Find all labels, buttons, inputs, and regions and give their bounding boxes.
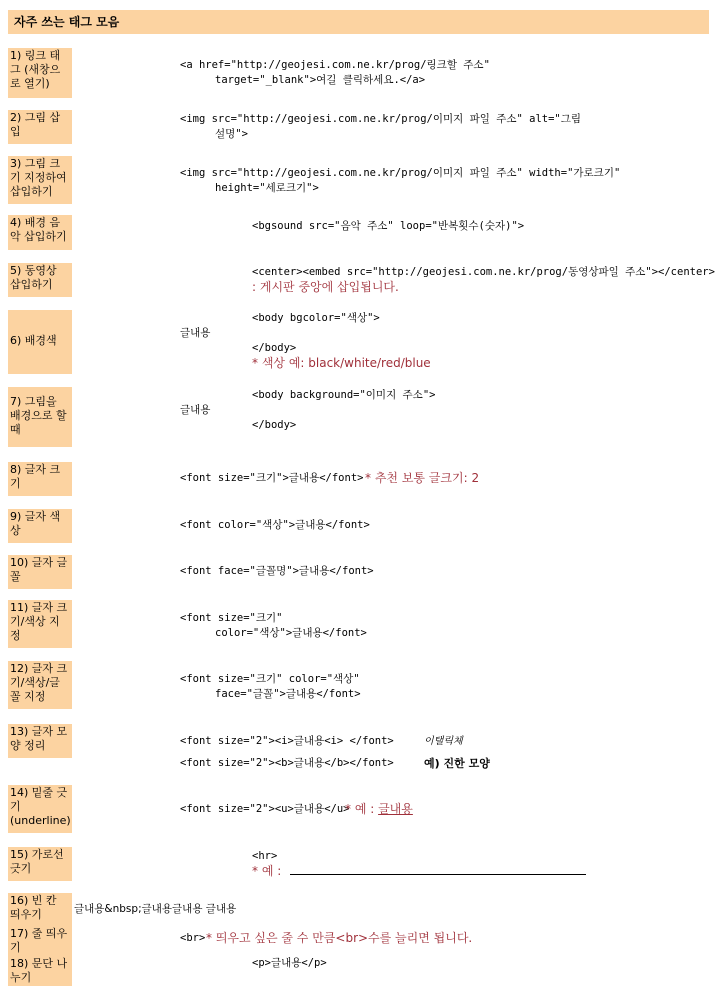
code-line: face="글꼴">글내용</font> <box>215 688 361 700</box>
note-text: * 색상 예: black/white/red/blue <box>252 356 431 370</box>
code-line: 글내용 <box>180 327 211 339</box>
note-text <box>345 802 413 817</box>
note-italic: 이탤릭체 <box>424 736 463 747</box>
row-label-image: 2) 그림 삽입 <box>8 110 72 144</box>
code-line: </body> <box>252 342 297 354</box>
horizontal-rule-example <box>290 874 586 875</box>
row-label-bgsound: 4) 배경 음악 삽입하기 <box>8 215 72 250</box>
code-line: <p>글내용</p> <box>252 957 327 969</box>
note-text: * 예 : <box>252 864 282 878</box>
code-line: <font size="크기" <box>180 612 283 624</box>
row-label-font-size-color-face: 12) 글자 크기/색상/글꼴 지정 <box>8 661 72 709</box>
page-title: 자주 쓰는 태그 모음 <box>8 10 709 34</box>
code-line: <body bgcolor="색상"> <box>252 312 380 324</box>
row-label-nbsp: 16) 빈 칸 띄우기 <box>8 893 72 927</box>
row-label-link: 1) 링크 태그 (새창으로 열기) <box>8 48 72 98</box>
row-label-font-face: 10) 글자 글꼴 <box>8 555 72 589</box>
note-text: * 띄우고 싶은 줄 수 만큼<br>수를 늘리면 됩니다. <box>206 931 473 945</box>
row-label-font-size-color: 11) 글자 크기/색상 지정 <box>8 600 72 648</box>
code-line: <font face="글꼴명">글내용</font> <box>180 565 374 577</box>
code-line: <font color="색상">글내용</font> <box>180 519 370 531</box>
code-line: <font size="2"><u>글내용</u> <box>180 803 350 815</box>
note-prefix: * 예 : <box>345 802 379 816</box>
code-line: <font size="2"><i>글내용<i> </font> <box>180 735 394 747</box>
note-text: * 추천 보통 글크기: 2 <box>365 471 480 485</box>
code-line: <hr> <box>252 850 278 862</box>
row-label-br: 17) 줄 띄우기 <box>8 926 72 956</box>
code-line: </body> <box>252 419 297 431</box>
row-label-font-style: 13) 글자 모양 정리 <box>8 724 72 758</box>
code-line: 글내용 <box>180 404 211 416</box>
row-label-font-color: 9) 글자 색상 <box>8 509 72 543</box>
row-label-bgcolor: 6) 배경색 <box>8 310 72 374</box>
row-label-font-size: 8) 글자 크기 <box>8 462 72 496</box>
code-line: <center><embed src="http://geojesi.com.ne.kr/prog/동영상파일 주소"></center> <box>252 266 715 278</box>
row-label-video: 5) 동영상 삽입하기 <box>8 263 72 297</box>
code-line: color="색상">글내용</font> <box>215 627 367 639</box>
code-line: <img src="http://geojesi.com.ne.kr/prog/이미지 파일 주소" width="가로크기" <box>180 167 621 179</box>
code-line: target="_blank">여길 클릭하세요.</a> <box>215 74 426 86</box>
row-label-hr: 15) 가로선 긋기 <box>8 847 72 881</box>
note-underlined: 글내용 <box>378 802 413 816</box>
note-text: : 게시판 중앙에 삽입됩니다. <box>252 280 399 294</box>
code-line: 글내용&nbsp;글내용글내용 글내용 <box>74 903 237 915</box>
code-line: <img src="http://geojesi.com.ne.kr/prog/이미지 파일 주소" alt="그림 <box>180 113 582 125</box>
code-line: <body background="이미지 주소"> <box>252 389 436 401</box>
code-line: <font size="크기" color="색상" <box>180 673 360 685</box>
code-line: <a href="http://geojesi.com.ne.kr/prog/링크할 주소" <box>180 59 490 71</box>
code-line: <br> <box>180 932 206 944</box>
code-line: <font size="크기">글내용</font> <box>180 472 364 484</box>
code-line: <font size="2"><b>글내용</b></font> <box>180 757 394 769</box>
row-label-p: 18) 문단 나누기 <box>8 956 72 986</box>
note-bold: 예) 진한 모양 <box>424 757 490 770</box>
code-line: <bgsound src="음악 주소" loop="반복횟수(숫자)"> <box>252 220 525 232</box>
code-line: height="세로크기"> <box>215 182 319 194</box>
row-label-image-size: 3) 그림 크기 지정하여 삽입하기 <box>8 156 72 204</box>
row-label-bgimage: 7) 그림을 배경으로 할 때 <box>8 387 72 447</box>
code-line: 설명"> <box>215 128 248 140</box>
row-label-underline: 14) 밑줄 긋기 (underline) <box>8 785 72 833</box>
